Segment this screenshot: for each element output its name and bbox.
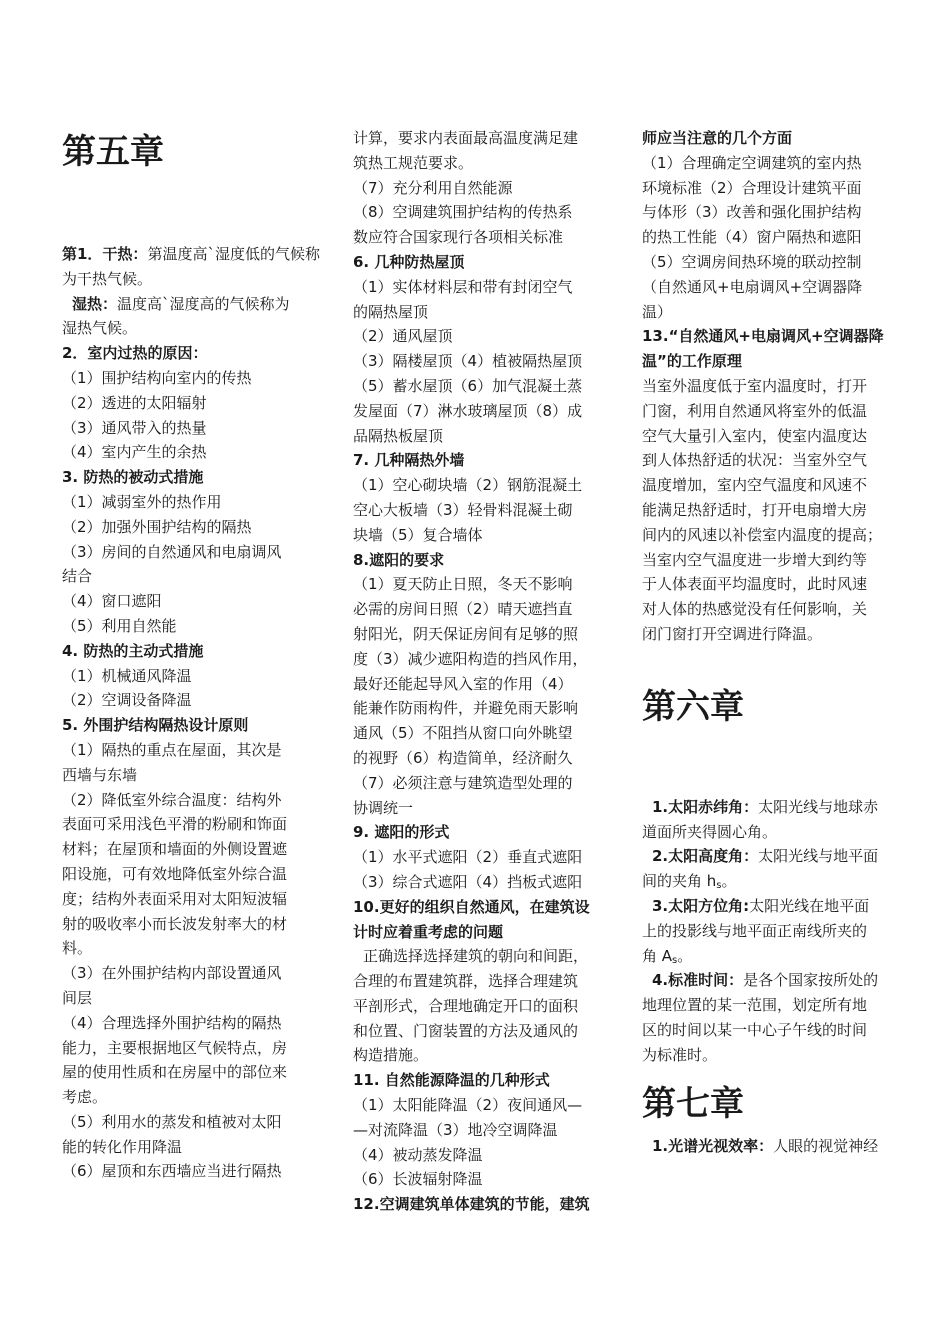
body-text: 间的夹角 h: [642, 872, 717, 891]
body-text: （1）合理确定空调建筑的室内热: [642, 153, 862, 172]
body-text: 为干热气候。: [62, 269, 153, 288]
body-text: 筑热工规范要求。: [353, 153, 474, 172]
term-label: 1.光谱光视效率：: [652, 1136, 774, 1155]
text-line: [353, 200, 611, 225]
body-text: 考虑。: [62, 1088, 108, 1107]
heading-line: [642, 126, 900, 151]
body-text: 空气大量引入室内，使室内温度达: [642, 426, 868, 445]
term-label: 计时应着重考虑的问题: [353, 922, 504, 941]
body-text: 太阳光线在地平面: [749, 896, 870, 915]
body-text: 对人体的热感觉没有任何影响，关: [642, 600, 868, 619]
body-text: 阳设施，可有效地降低室外综合温: [62, 864, 288, 883]
body-text: 为标准时。: [642, 1045, 718, 1064]
term-label: 13.“自然通风+电扇调风+空调器降: [642, 327, 884, 346]
body-text: 当室内空气温度进一步增大到约等: [642, 550, 868, 569]
heading-line: [62, 341, 320, 366]
heading-line: [642, 795, 900, 820]
text-line: [62, 1159, 320, 1184]
body-text: （1）水平式遮阳（2）垂直式遮阳: [353, 848, 583, 867]
heading-line: [62, 292, 320, 317]
text-line: [642, 250, 900, 275]
body-text: （自然通风+电扇调风+空调器降: [642, 277, 863, 296]
body-text: 材料；在屋顶和墙面的外侧设置遮: [62, 840, 288, 859]
text-line: [642, 622, 900, 647]
body-text: 数应符合国家现行各项相关标准: [353, 228, 564, 247]
body-text: 人眼的视觉神经: [773, 1136, 879, 1155]
body-text: 上的投影线与地平面正南线所夹的: [642, 921, 868, 940]
heading-line: [353, 820, 611, 845]
term-label: 师应当注意的几个方面: [642, 129, 793, 147]
spacer: [642, 1068, 900, 1078]
term-label: 11. 自然能源降温的几种形式: [353, 1071, 550, 1090]
heading-line: [642, 894, 900, 919]
heading-line: [353, 1068, 611, 1093]
term-label: 10.更好的组织自然通风，在建筑设: [353, 897, 590, 916]
text-line: [62, 1011, 320, 1036]
text-line: [62, 1110, 320, 1135]
text-line: [642, 1043, 900, 1068]
body-text: 屋的使用性质和在房屋中的部位来: [62, 1063, 288, 1082]
text-line: [62, 912, 320, 937]
text-line: [642, 448, 900, 473]
body-text: 角 A: [642, 946, 673, 965]
body-text: 能满足热舒适时，打开电扇增大房: [642, 500, 868, 519]
body-text: （1）机械通风降温: [62, 666, 192, 685]
text-line: [62, 862, 320, 887]
text-line: [353, 746, 611, 771]
column-middle: [353, 126, 611, 1217]
body-text: 温度增加，室内空气温度和风速不: [642, 476, 868, 495]
text-line: [353, 994, 611, 1019]
body-text: 的视野（6）构造简单，经济耐久: [353, 748, 573, 767]
body-text: 太阳光线与地球赤: [758, 797, 879, 816]
spacer: [62, 178, 320, 242]
body-text: 必需的房间日照（2）晴天遮挡直: [353, 600, 573, 619]
body-text: （8）空调建筑围护结构的传热系: [353, 203, 573, 222]
body-text: 与体形（3）改善和强化围护结构: [642, 203, 862, 222]
body-text: 最好还能起导风入室的作用（4）: [353, 674, 573, 693]
body-text: 间层: [62, 988, 93, 1007]
body-text: （6）屋顶和东西墙应当进行隔热: [62, 1162, 282, 1181]
body-text: 是各个国家按所处的: [743, 971, 879, 990]
body-text: 度；结构外表面采用对太阳短波辐: [62, 889, 288, 908]
body-text: 的隔热屋顶: [353, 302, 429, 321]
term-label: 6. 几种防热屋顶: [353, 252, 465, 271]
body-text: （3）通风带入的热量: [62, 418, 207, 437]
text-line: [642, 473, 900, 498]
text-line: [62, 936, 320, 961]
text-line: [353, 424, 611, 449]
term-label: 3. 防热的被动式措施: [62, 468, 204, 487]
text-line: [353, 176, 611, 201]
body-text: 结合: [62, 567, 93, 586]
body-text: 于人体表面平均温度时，此时风速: [642, 575, 868, 594]
body-text: 间内的风速以补偿室内温度的提高；: [642, 525, 883, 544]
heading-line: [62, 465, 320, 490]
spacer: [642, 733, 900, 795]
body-text: （2）加强外围护结构的隔热: [62, 517, 252, 536]
term-label: 7. 几种隔热外墙: [353, 451, 465, 470]
text-line: [353, 1093, 611, 1118]
body-text: （1）隔热的重点在屋面，其次是: [62, 740, 282, 759]
heading-line: [62, 639, 320, 664]
term-label: 温”的工作原理: [642, 352, 742, 371]
column-left: [62, 126, 320, 1184]
body-text: （1）减弱室外的热作用: [62, 492, 222, 511]
body-text: （5）蓄水屋顶（6）加气混凝土蒸: [353, 376, 583, 395]
text-line: [62, 589, 320, 614]
body-text: 温度高`湿度高的气候称为: [117, 294, 290, 313]
heading-line: [353, 448, 611, 473]
body-text: 地理位置的某一范围，划定所有地: [642, 996, 868, 1015]
text-line: [353, 1019, 611, 1044]
body-text: （4）被动蒸发降温: [353, 1145, 483, 1164]
text-line: [642, 572, 900, 597]
text-line: [642, 200, 900, 225]
body-text: （7）必须注意与建筑造型处理的: [353, 773, 573, 792]
heading-line: [62, 713, 320, 738]
heading-line: [642, 968, 900, 993]
term-label: 9. 遮阳的形式: [353, 823, 450, 842]
heading-line: [642, 844, 900, 869]
body-text: （1）实体材料层和带有封闭空气: [353, 277, 573, 296]
text-line: [642, 498, 900, 523]
body-text: 射阳光，阴天保证房间有足够的照: [353, 624, 579, 643]
body-text: 当室外温度低于室内温度时，打开: [642, 376, 868, 395]
body-text: 的热工性能（4）窗户隔热和遮阳: [642, 228, 862, 247]
text-line: [62, 1036, 320, 1061]
body-text: 环境标准（2）合理设计建筑平面: [642, 178, 862, 197]
text-line: [62, 986, 320, 1011]
text-line: [642, 399, 900, 424]
term-label: 3.太阳方位角:: [652, 896, 750, 915]
text-line: [353, 498, 611, 523]
chapter-heading: 第五章: [62, 132, 164, 172]
text-line: [62, 812, 320, 837]
body-text: 第温度高`湿度低的气候称: [147, 245, 320, 263]
text-line: [62, 490, 320, 515]
text-line: [353, 845, 611, 870]
text-line: [62, 366, 320, 391]
body-text: 太阳光线与地平面: [758, 847, 879, 866]
body-text: —对流降温（3）地冷空调降温: [353, 1120, 558, 1139]
text-line: [353, 151, 611, 176]
text-line: [642, 300, 900, 325]
text-line: [353, 324, 611, 349]
text-line: [353, 1118, 611, 1143]
text-line: [642, 944, 900, 969]
body-text: （5）空调房间热环境的联动控制: [642, 252, 862, 271]
text-line: [62, 664, 320, 689]
heading-line: [62, 242, 320, 267]
text-line: [62, 440, 320, 465]
text-line: [62, 1135, 320, 1160]
text-line: [353, 796, 611, 821]
text-line: [642, 1018, 900, 1043]
text-line: [353, 672, 611, 697]
term-label: 2.太阳高度角：: [652, 847, 759, 866]
text-line: [353, 696, 611, 721]
body-text: 构造措施。: [353, 1046, 429, 1065]
text-line: [353, 349, 611, 374]
text-line: [62, 614, 320, 639]
text-line: [353, 969, 611, 994]
text-line: [353, 1043, 611, 1068]
heading-line: [642, 324, 900, 349]
text-line: [353, 275, 611, 300]
body-text: （6）长波辐射降温: [353, 1170, 483, 1189]
term-label: 第1．干热：: [62, 245, 148, 263]
heading-line: [353, 895, 611, 920]
text-line: [353, 944, 611, 969]
body-text: 合理的布置建筑群，选择合理建筑: [353, 972, 579, 991]
body-text: （1）空心砌块墙（2）钢筋混凝土: [353, 476, 583, 495]
body-text: （3）房间的自然通风和电扇调风: [62, 542, 282, 561]
text-line: [353, 870, 611, 895]
body-text: （1）太阳能降温（2）夜间通风—: [353, 1096, 583, 1115]
text-line: [353, 473, 611, 498]
body-text: 射的吸收率小而长波发射率大的材: [62, 914, 288, 933]
text-line: [353, 1143, 611, 1168]
body-text: 计算，要求内表面最高温度满足建: [353, 129, 579, 147]
body-text: 品隔热板屋顶: [353, 426, 444, 445]
body-text: 温）: [642, 302, 673, 321]
term-label: 4. 防热的主动式措施: [62, 641, 204, 660]
body-text: 到人体热舒适的状况：当室外空气: [642, 451, 868, 470]
term-label: 湿热：: [72, 294, 118, 313]
body-text: （2）透进的太阳辐射: [62, 393, 207, 412]
term-label: 2．室内过热的原因：: [62, 344, 208, 363]
body-text: （1）夏天防止日照，冬天不影响: [353, 575, 573, 594]
text-line: [642, 523, 900, 548]
text-line: [353, 300, 611, 325]
body-text: （3）在外围护结构内部设置通风: [62, 964, 282, 983]
body-text: （5）利用水的蒸发和植被对太阳: [62, 1112, 282, 1131]
chapter-heading: 第六章: [642, 686, 744, 727]
text-line: [642, 225, 900, 250]
body-text: （4）合理选择外围护结构的隔热: [62, 1013, 282, 1032]
text-line: [62, 738, 320, 763]
body-text: 门窗，利用自然通风将室外的低温: [642, 401, 868, 420]
body-text: 能的转化作用降温: [62, 1137, 183, 1156]
term-label: 8.遮阳的要求: [353, 550, 445, 569]
term-label: 4.标准时间：: [652, 971, 744, 990]
text-line: [353, 622, 611, 647]
text-line: [62, 688, 320, 713]
text-line: [353, 721, 611, 746]
body-text: 能力，主要根据地区气候特点，房: [62, 1038, 288, 1057]
body-text: 和位置、门窗装置的方法及通风的: [353, 1021, 579, 1040]
term-label: 5. 外围护结构隔热设计原则: [62, 716, 249, 735]
body-text: 闭门窗打开空调进行降温。: [642, 624, 823, 643]
body-text: （7）充分利用自然能源: [353, 178, 513, 197]
body-text: （4）窗口遮阳: [62, 592, 162, 611]
text-line: [353, 374, 611, 399]
body-text: 西墙与东墙: [62, 765, 138, 784]
spacer: [642, 647, 900, 681]
subscript: s: [672, 954, 678, 966]
text-line: [353, 399, 611, 424]
text-line: [62, 316, 320, 341]
body-text: （4）室内产生的余热: [62, 443, 207, 462]
body-text: 块墙（5）复合墙体: [353, 525, 483, 544]
body-text: 道面所夹得圆心角。: [642, 822, 778, 841]
heading-line: [642, 349, 900, 374]
body-text: 平剖形式，合理地确定开口的面积: [353, 996, 579, 1015]
body-text: （5）利用自然能: [62, 616, 177, 635]
term-label: 12.空调建筑单体建筑的节能，建筑: [353, 1195, 590, 1214]
text-line: [62, 887, 320, 912]
text-line: [62, 540, 320, 565]
text-line: [62, 961, 320, 986]
text-line: [353, 647, 611, 672]
body-text: 空心大板墙（3）轻骨料混凝土砌: [353, 500, 573, 519]
text-line: [642, 275, 900, 300]
text-line: [642, 820, 900, 845]
body-text: 区的时间以某一中心子午线的时间: [642, 1020, 868, 1039]
text-line: [62, 267, 320, 292]
text-line: [353, 572, 611, 597]
text-line: [353, 1167, 611, 1192]
body-text: 通风（5）不阻挡从窗口向外眺望: [353, 724, 573, 743]
body-text: 正确选择选择建筑的朝向和间距，: [363, 947, 589, 966]
text-line: [642, 597, 900, 622]
text-line: [62, 1060, 320, 1085]
text-line: [642, 151, 900, 176]
text-line: [642, 176, 900, 201]
body-text-suffix: 。: [721, 872, 737, 891]
text-line: [62, 391, 320, 416]
term-label: 1.太阳赤纬角：: [652, 797, 759, 816]
body-text: 湿热气候。: [62, 319, 138, 338]
text-line: [642, 548, 900, 573]
text-line: [353, 597, 611, 622]
body-text: （1）围护结构向室内的传热: [62, 368, 252, 387]
body-text: （2）通风屋顶: [353, 327, 453, 346]
body-text-suffix: 。: [677, 946, 693, 965]
text-line: [62, 515, 320, 540]
body-text: 协调统一: [353, 798, 414, 817]
text-line: [353, 225, 611, 250]
text-line: [62, 788, 320, 813]
text-line: [62, 763, 320, 788]
text-line: [62, 416, 320, 441]
text-line: [642, 424, 900, 449]
text-line: [642, 374, 900, 399]
body-text: 发屋面（7）淋水玻璃屋顶（8）成: [353, 401, 583, 420]
body-text: 能兼作防雨构件，并避免雨天影响: [353, 699, 579, 718]
heading-line: [353, 1192, 611, 1217]
body-text: （3）隔楼屋顶（4）植被隔热屋顶: [353, 352, 583, 371]
body-text: （2）空调设备降温: [62, 691, 192, 710]
body-text: 度（3）减少遮阳构造的挡风作用，: [353, 649, 588, 668]
heading-line: [353, 548, 611, 573]
text-line: [353, 126, 611, 151]
chapter-heading: 第七章: [642, 1083, 744, 1124]
text-line: [62, 1085, 320, 1110]
column-right: [642, 126, 900, 1158]
heading-line: [642, 1134, 900, 1159]
text-line: [62, 564, 320, 589]
body-text: （2）降低室外综合温度：结构外: [62, 790, 282, 809]
body-text: 料。: [62, 939, 93, 958]
text-line: [353, 523, 611, 548]
heading-line: [353, 250, 611, 275]
text-line: [353, 771, 611, 796]
body-text: （3）综合式遮阳（4）挡板式遮阳: [353, 872, 583, 891]
text-line: [642, 919, 900, 944]
subscript: s: [716, 880, 722, 892]
text-line: [62, 837, 320, 862]
text-line: [642, 993, 900, 1018]
heading-line: [353, 920, 611, 945]
body-text: 表面可采用浅色平滑的粉刷和饰面: [62, 815, 288, 834]
text-line: [642, 869, 900, 894]
